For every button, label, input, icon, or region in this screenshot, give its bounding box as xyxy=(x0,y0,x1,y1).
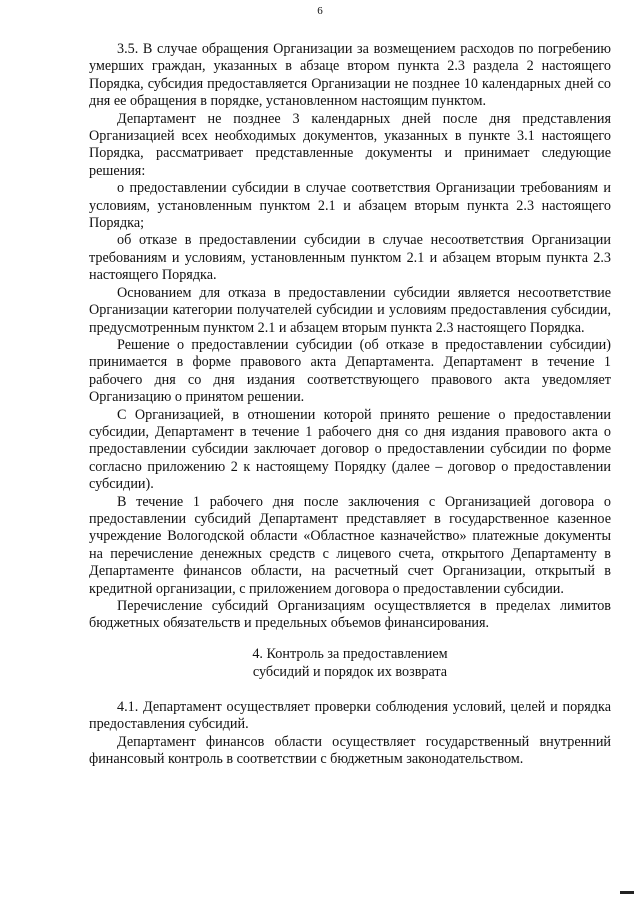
paragraph-refusal-grounds: Основанием для отказа в предоставлении субсидии является несоответствие Организации категории получателей субсидии и условиям предоставления субсидии, предусмотренным пунктом 2.1 и абзацем вторым пункта 2.3 настоящего Порядка. xyxy=(89,284,611,336)
paragraph-financial-control: Департамент финансов области осуществляет государственный внутренний финансовый контроль в соответствии с бюджетным законодательством. xyxy=(89,733,611,768)
paragraph-4-1: 4.1. Департамент осуществляет проверки соблюдения условий, целей и порядка предоставления субсидий. xyxy=(89,698,611,733)
section-4-heading xyxy=(89,645,611,681)
scan-edge-mark xyxy=(620,891,634,894)
section-heading-line-1: 4. Контроль за предоставлением xyxy=(252,645,448,662)
paragraph-legal-act: Решение о предоставлении субсидии (об отказе в предоставлении субсидии) принимается в форме правового акта Департамента. Департамент в течение 1 рабочего дня со дня издания соответствующего правового акта уведомляет Организацию о принятом решении. xyxy=(89,336,611,406)
paragraph-transfer-limits: Перечисление субсидий Организациям осуществляется в пределах лимитов бюджетных обязательств и предельных объемов финансирования. xyxy=(89,598,611,632)
paragraph-grant-decision: о предоставлении субсидии в случае соответствия Организации требованиям и условиям, установленным пунктом 2.1 и абзацем вторым пункта 2.3 настоящего Порядка; xyxy=(89,180,611,232)
paragraph-payment-documents: В течение 1 рабочего дня после заключения с Организацией договора о предоставлении субсидий Департамент представляет в государственное казенное учреждение Вологодской области «Областное казначейство» платежные документы на перечисление денежных средств с лицевого счета, открытого Департаменту в Департаменте финансов области, на расчетный счет Организации, открытый в кредитной организации, с приложением договора о предоставлении субсидии. xyxy=(89,493,611,597)
page-number: 6 xyxy=(317,5,323,17)
paragraph-agreement: С Организацией, в отношении которой принято решение о предоставлении субсидии, Департамент в течение 1 рабочего дня со дня издания правового акта о предоставлении субсидии заключает договор о предоставлении субсидии по форме согласно приложению 2 к настоящему Порядку (далее – договор о предоставлении субсидии). xyxy=(89,406,611,493)
paragraph-review-decision: Департамент не позднее 3 календарных дней после дня представления Организацией всех необходимых документов, указанных в пункте 3.1 настоящего Порядка, рассматривает представленные документы и принимает следующие решения: xyxy=(89,110,611,179)
document-body xyxy=(89,41,611,768)
section-heading-line-2: субсидий и порядок их возврата xyxy=(252,663,448,680)
paragraph-3-5: 3.5. В случае обращения Организации за возмещением расходов по погребению умерших граждан, указанных в абзаце втором пункта 2.3 раздела 2 настоящего Порядка, субсидия предоставляется Организации не позднее 10 календарных дней со дня ее обращения в порядке, установленном настоящим пунктом. xyxy=(89,41,611,110)
paragraph-refusal-decision: об отказе в предоставлении субсидии в случае несоответствия Организации требованиям и условиям, установленным пунктом 2.1 и абзацем вторым пункта 2.3 настоящего Порядка. xyxy=(89,232,611,284)
